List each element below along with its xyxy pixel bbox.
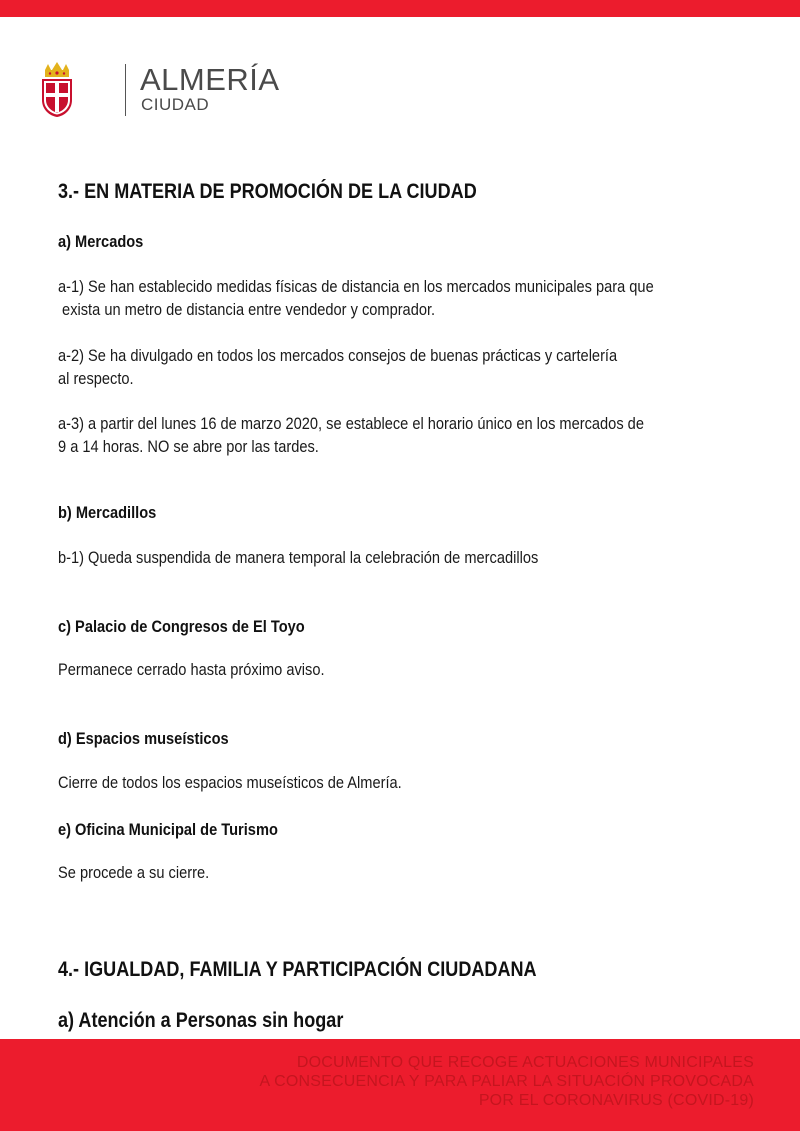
subsection-d-title: d) Espacios museísticos (58, 729, 229, 748)
paragraph-line: exista un metro de distancia entre vendedor y comprador. (58, 300, 436, 319)
paragraph-line: al respecto. (58, 369, 134, 388)
top-red-bar (0, 0, 800, 17)
paragraph-a3 (58, 412, 644, 458)
footer-caption (194, 1053, 754, 1110)
logo-divider (125, 64, 126, 116)
footer-line: A CONSECUENCIA Y PARA PALIAR LA SITUACIÓN PROVOCADA (259, 1073, 754, 1090)
paragraph-d: Cierre de todos los espacios museísticos de Almería. (58, 773, 402, 792)
paragraph-a1 (58, 275, 654, 321)
section-4-subsection-a-title: a) Atención a Personas sin hogar (58, 1009, 344, 1032)
paragraph-line: a-2) Se ha divulgado en todos los mercados consejos de buenas prácticas y cartelería (58, 346, 618, 365)
subsection-a-title: a) Mercados (58, 232, 144, 251)
paragraph-a2 (58, 344, 617, 390)
city-crest-icon (40, 62, 74, 118)
subsection-e-title: e) Oficina Municipal de Turismo (58, 820, 278, 839)
paragraph-line: a-3) a partir del lunes 16 de marzo 2020, se establece el horario único en los mercados de (58, 414, 644, 433)
almeria-logo (40, 60, 300, 120)
paragraph-line: a-1) Se han establecido medidas físicas de distancia en los mercados municipales para que (58, 277, 654, 296)
paragraph-e: Se procede a su cierre. (58, 863, 210, 882)
subsection-b-title: b) Mercadillos (58, 503, 157, 522)
footer-band (0, 1039, 800, 1131)
subsection-c-title: c) Palacio de Congresos de El Toyo (58, 617, 305, 636)
footer-line: POR EL CORONAVIRUS (COVID-19) (478, 1092, 754, 1109)
footer-line: DOCUMENTO QUE RECOGE ACTUACIONES MUNICIPALES (296, 1054, 754, 1071)
section-3-title: 3.- EN MATERIA DE PROMOCIÓN DE LA CIUDAD (58, 180, 477, 203)
logo-name: ALMERÍA (140, 62, 280, 97)
section-4-title: 4.- IGUALDAD, FAMILIA Y PARTICIPACIÓN CIUDADANA (58, 958, 537, 981)
paragraph-b1: b-1) Queda suspendida de manera temporal la celebración de mercadillos (58, 548, 539, 567)
logo-subtitle: CIUDAD (141, 95, 210, 114)
paragraph-c: Permanece cerrado hasta próximo aviso. (58, 660, 325, 679)
paragraph-line: 9 a 14 horas. NO se abre por las tardes. (58, 437, 319, 456)
